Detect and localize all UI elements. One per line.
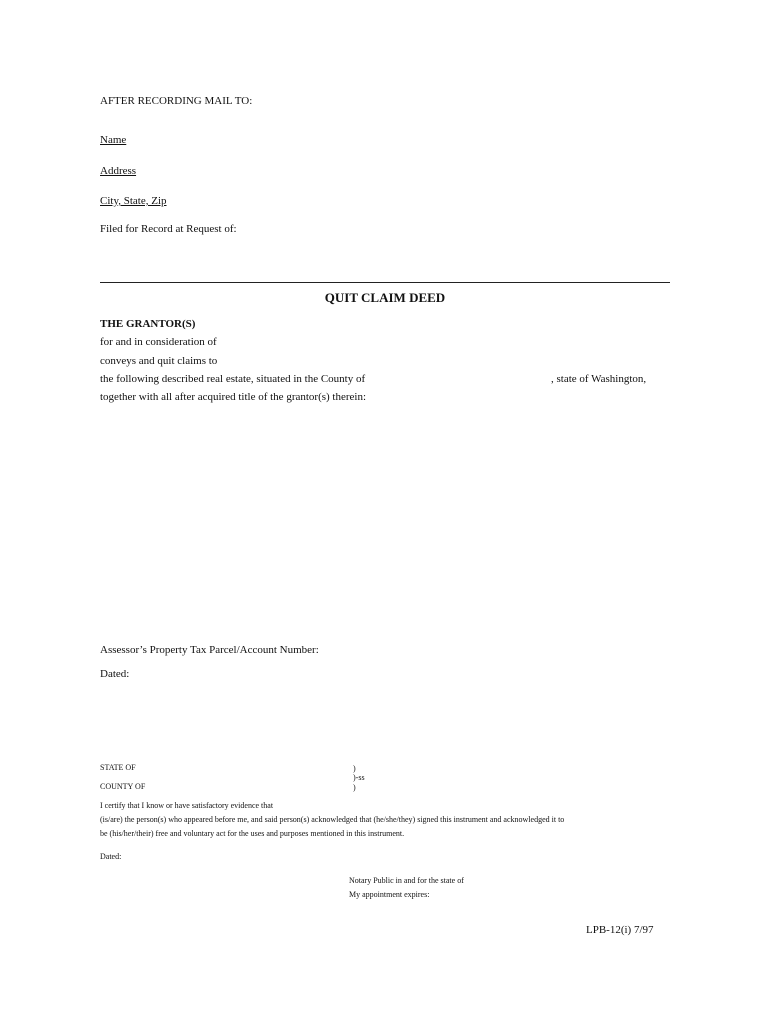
name-label: Name: [100, 134, 127, 146]
state-of-label: STATE OF: [100, 763, 136, 772]
address-label: Address: [100, 165, 137, 177]
ss-marker: )-ss: [353, 773, 365, 782]
voluntary-act-line: be (his/her/their) free and voluntary act for the uses and purposes mentioned in this instrument.: [100, 829, 405, 838]
conveys-line: conveys and quit claims to: [100, 355, 218, 367]
notary-dated-label: Dated:: [100, 852, 122, 861]
bracket-top: ): [353, 764, 356, 773]
city-state-zip-label: City, State, Zip: [100, 195, 167, 207]
parcel-number-label: Assessor’s Property Tax Parcel/Account Number:: [100, 644, 319, 656]
dated-label: Dated:: [100, 668, 130, 680]
document-title: QUIT CLAIM DEED: [324, 290, 446, 305]
appointment-expires-label: My appointment expires:: [349, 890, 430, 899]
state-washington-text: , state of Washington,: [551, 373, 647, 385]
county-of-label: COUNTY OF: [100, 782, 146, 791]
consideration-line: for and in consideration of: [100, 336, 217, 348]
described-estate-line: the following described real estate, situated in the County of: [100, 373, 366, 385]
notary-public-label: Notary Public in and for the state of: [349, 876, 464, 885]
bracket-bottom: ): [353, 783, 356, 792]
certify-line: I certify that I know or have satisfactory evidence that: [100, 801, 274, 810]
form-code: LPB-12(i) 7/97: [586, 924, 654, 936]
acknowledgment-line: (is/are) the person(s) who appeared before me, and said person(s) acknowledged that (he/she/they) signed this instrument and acknowledged it to: [100, 815, 565, 824]
header-divider: [100, 282, 670, 283]
grantor-label: THE GRANTOR(S): [100, 318, 196, 330]
mail-to-heading: AFTER RECORDING MAIL TO:: [100, 95, 253, 107]
filed-for-record-label: Filed for Record at Request of:: [100, 223, 237, 235]
together-line: together with all after acquired title of the grantor(s) therein:: [100, 391, 367, 403]
